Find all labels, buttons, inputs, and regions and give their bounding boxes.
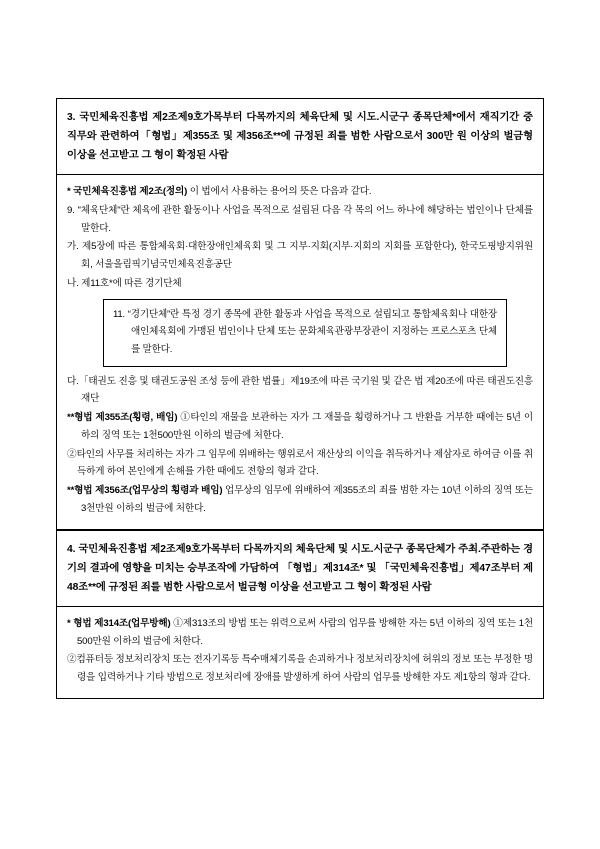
- law-reference: * 형법 제314조(업무방해): [67, 617, 171, 629]
- paragraph-text: 이 법에서 사용하는 용어의 뜻은 다음과 같다.: [187, 186, 372, 198]
- section-3-heading-cell: [57, 99, 543, 175]
- quote-box: [103, 299, 507, 367]
- paragraph: 11. “경기단체”란 특정 경기 종목에 관한 활동과 사업을 목적으로 설립되고 통합체육회나 대한장애인체육회에 가맹된 법인이나 단체 또는 문화체육관광부장관이 지정하는 프로스포츠 단체를 말한다.: [113, 308, 497, 356]
- paragraph-text: 업무상의 임무에 위배하여 제355조의 죄를 범한 자는 10년 이하의 징역 또는 3천만원 이하의 벌금에 처한다.: [81, 485, 534, 514]
- section-4-body: [57, 607, 543, 698]
- paragraph: 9. "체육단체"란 체육에 관한 활동이나 사업을 목적으로 설립된 다음 각 목의 어느 하나에 해당하는 법인이나 단체를 말한다.: [67, 204, 533, 234]
- section-4-heading-cell: [57, 531, 543, 607]
- law-reference: **형법 제355조(횡령, 배임): [67, 412, 178, 424]
- section-3-body: [57, 175, 543, 528]
- section-4-heading: 4. 국민체육진흥법 제2조제9호가목부터 다목까지의 체육단체 및 시도.시군구 종목단체가 주최.주관하는 경기의 결과에 영향을 미치는 승부조작에 가담하여 「형법」제314조* 및 「국민체육진흥법」제47조부터 제48조**에 규정된 죄를 범한 사람으로서 벌금형 이상을 선고받고 그 형이 확정된 사람: [67, 543, 533, 593]
- section-3: [56, 98, 544, 530]
- paragraph-text: ①제313조의 방법 또는 위력으로써 사람의 업무를 방해한 자는 5년 이하의 징역 또는 1천500만원 이하의 벌금에 처한다.: [77, 617, 533, 647]
- paragraph: [67, 183, 533, 201]
- paragraph: 나. 제11호*에 따른 경기단체: [67, 277, 182, 289]
- law-reference: **형법 제356조(업무상의 횡령과 배임): [67, 485, 223, 497]
- paragraph: 다.「태권도 진흥 및 태권도공원 조성 등에 관한 법률」제19조에 따른 국기원 및 같은 법 제20조에 따른 태권도진흥재단: [67, 375, 533, 405]
- law-reference: * 국민체육진흥법 제2조(정의): [67, 186, 188, 198]
- paragraph: 가. 제5장에 따른 통합체육회·대한장애인체육회 및 그 지부·지회(지부·지회의 지회를 포함한다), 한국도핑방지위원회, 서울올림픽기념국민체육진흥공단: [67, 241, 533, 271]
- paragraph: ②컴퓨터등 정보처리장치 또는 전자기록등 특수매체기록을 손괴하거나 정보처리장치에 허위의 정보 또는 부정한 명령을 입력하거나 기타 방법으로 정보처리에 장애를 발생하게 하여 사람의 업무를 방해한 자도 제1항의 형과 같다.: [67, 654, 533, 683]
- section-3-heading: 3. 국민체육진흥법 제2조제9호가목부터 다목까지의 체육단체 및 시도.시군구 종목단체*에서 재직기간 중 직무와 관련하여「형법」제355조 및 제356조**에 규정된 죄를 범한 사람으로서 300만 원 이상의 벌금형 이상을 선고받고 그 형이 확정된 사람: [67, 112, 533, 162]
- paragraph: ②타인의 사무를 처리하는 자가 그 임무에 위배하는 행위로서 재산상의 이익을 취득하거나 제삼자로 하여금 이를 취득하게 하여 본인에게 손해를 가한 때에도 전항의 형과 같다.: [67, 448, 533, 478]
- paragraph: [67, 615, 533, 650]
- section-4: [56, 530, 544, 699]
- paragraph: [67, 482, 533, 517]
- paragraph-text: ①타인의 재물을 보관하는 자가 그 재물을 횡령하거나 그 반환을 거부한 때에는 5년 이하의 징역 또는 1천500만원 이하의 벌금에 처한다.: [81, 412, 533, 441]
- paragraph: [67, 409, 533, 444]
